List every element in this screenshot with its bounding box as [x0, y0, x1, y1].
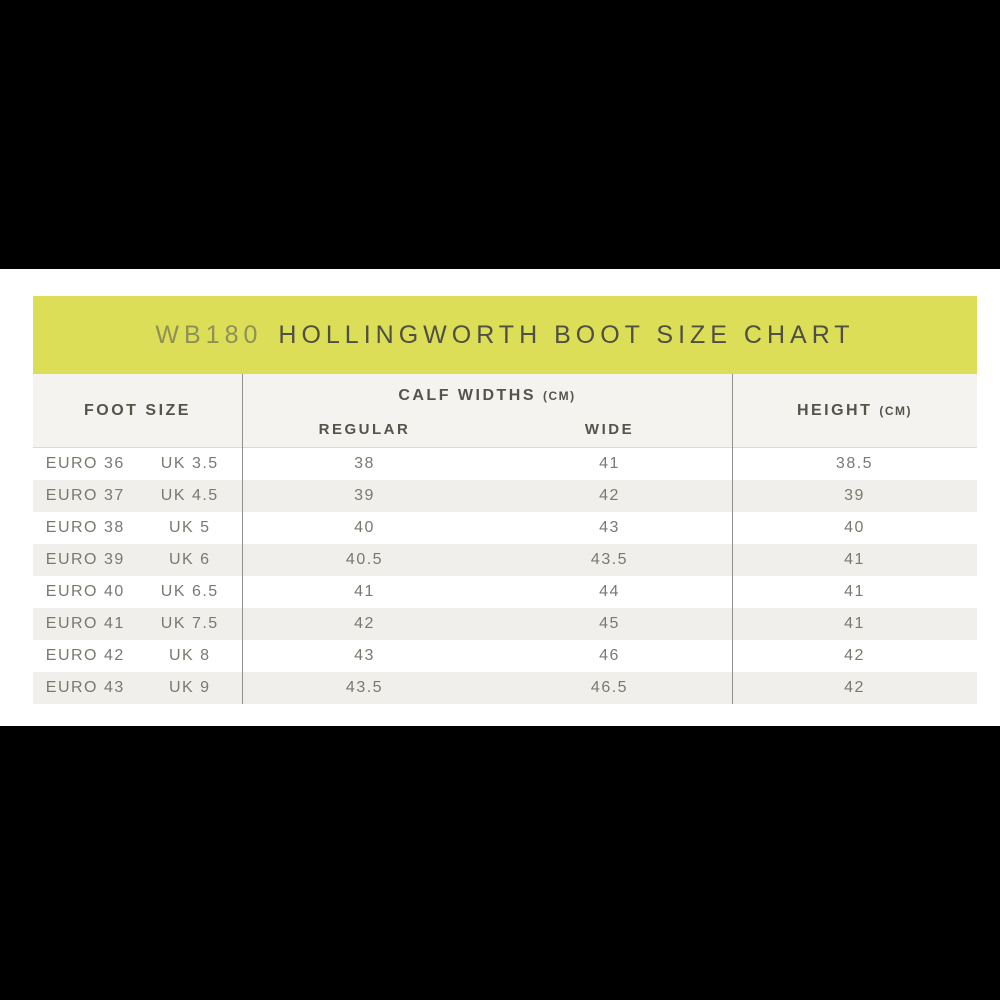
- header-height: [732, 374, 977, 447]
- table-header: [33, 374, 977, 448]
- calf-wide: 43: [599, 519, 620, 536]
- uk-size: UK 7.5: [160, 615, 219, 632]
- letterbox-bottom: [0, 726, 1000, 1000]
- calf-wide: 45: [599, 615, 620, 632]
- euro-size: EURO 42: [45, 647, 125, 664]
- table-row: [33, 480, 977, 512]
- height-group-label: [797, 402, 912, 420]
- column-divider-right: [732, 374, 733, 704]
- table-body: [33, 448, 977, 704]
- calf-regular: 40: [354, 519, 375, 536]
- height-label: HEIGHT: [796, 401, 873, 419]
- calf-widths-label: CALF WIDTHS: [398, 387, 537, 404]
- euro-size: EURO 41: [45, 615, 125, 632]
- chart-title-banner: [33, 296, 977, 374]
- table-row: [33, 448, 977, 480]
- boot-height: 41: [844, 551, 865, 568]
- calf-regular: 43.5: [345, 679, 384, 696]
- table-row: [33, 608, 977, 640]
- table-row: [33, 672, 977, 704]
- calf-regular: 38: [354, 455, 375, 472]
- uk-size: UK 9: [168, 679, 211, 696]
- calf-regular: 43: [354, 647, 375, 664]
- header-foot-size: [33, 374, 242, 447]
- size-chart: [33, 296, 977, 704]
- euro-size: EURO 38: [45, 519, 125, 536]
- uk-size: UK 4.5: [160, 487, 219, 504]
- calf-regular: 40.5: [345, 551, 384, 568]
- calf-wide: 41: [599, 455, 620, 472]
- header-calf-widths: [242, 374, 732, 447]
- calf-wide: 42: [599, 487, 620, 504]
- boot-height: 42: [844, 647, 865, 664]
- height-unit: (CM): [879, 403, 913, 418]
- calf-widths-unit: (CM): [543, 389, 576, 403]
- euro-size: EURO 36: [45, 455, 125, 472]
- calf-regular: 41: [354, 583, 375, 600]
- calf-widths-group-label: [242, 387, 732, 405]
- calf-wide: 44: [599, 583, 620, 600]
- euro-size: EURO 40: [45, 583, 125, 600]
- column-divider-left: [242, 374, 243, 704]
- uk-size: UK 8: [168, 647, 211, 664]
- calf-wide: 46.5: [590, 679, 629, 696]
- uk-size: UK 6: [168, 551, 211, 568]
- boot-height: 41: [844, 615, 865, 632]
- boot-height: 40: [844, 519, 865, 536]
- euro-size: EURO 37: [45, 487, 125, 504]
- calf-wide: 46: [599, 647, 620, 664]
- wide-column-label: WIDE: [584, 421, 635, 438]
- page-title: HOLLINGWORTH BOOT SIZE CHART: [278, 320, 855, 349]
- model-code: WB180: [155, 320, 263, 349]
- euro-size: EURO 39: [45, 551, 125, 568]
- table-row: [33, 576, 977, 608]
- table-row: [33, 640, 977, 672]
- calf-wide: 43.5: [590, 551, 629, 568]
- calf-regular: 42: [354, 615, 375, 632]
- regular-column-label: REGULAR: [318, 421, 411, 438]
- uk-size: UK 5: [168, 519, 211, 536]
- foot-size-label: FOOT SIZE: [84, 401, 191, 419]
- table-row: [33, 512, 977, 544]
- uk-size: UK 6.5: [160, 583, 219, 600]
- boot-height: 39: [844, 487, 865, 504]
- boot-height: 41: [844, 583, 865, 600]
- boot-height: 38.5: [835, 455, 874, 472]
- letterbox-top: [0, 0, 1000, 269]
- boot-height: 42: [844, 679, 865, 696]
- uk-size: UK 3.5: [160, 455, 219, 472]
- euro-size: EURO 43: [45, 679, 125, 696]
- table-row: [33, 544, 977, 576]
- calf-widths-sub-headers: [242, 421, 732, 438]
- calf-regular: 39: [354, 487, 375, 504]
